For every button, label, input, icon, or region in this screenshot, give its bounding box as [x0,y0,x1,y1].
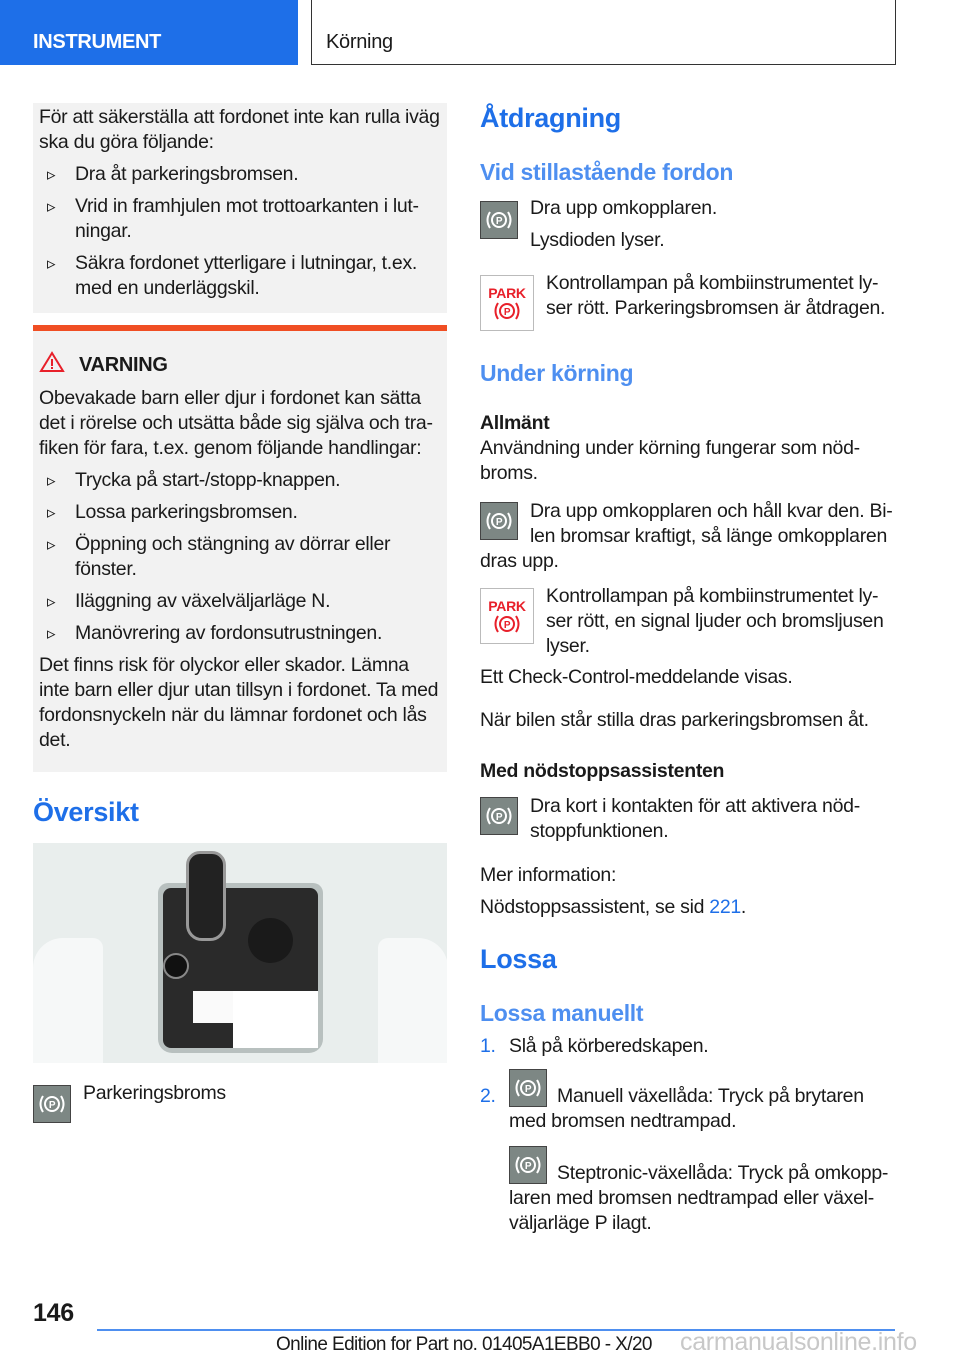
text: Kontrollampan på kombiinstrumentet lyser rött. Parkeringsbromsen är åtdragen. [546,272,886,319]
list-item: ▹ Lossa parkeringsbromsen. [33,500,435,525]
text: När bilen står stilla dras parkeringsbromsen åt. [480,709,869,731]
list-item: ▹ Öppning och stängning av dörrar eller fönster. [33,532,435,582]
parking-brake-icon [480,797,518,835]
parking-brake-icon [480,502,518,540]
parking-brake-icon [509,1069,547,1107]
heading-allmant: Allmänt [480,412,550,434]
right-column [480,103,895,1236]
heading-lossa: Lossa [480,944,557,974]
warning-text: Obevakade barn eller djur i fordonet kan sätta det i rörelse och utsätta både sig själva och trafiken för fara, t.ex. genom följande handlingar: [39,387,433,459]
warning-box [33,331,447,772]
reference: Nödstoppsassistent, se sid 221. [480,896,747,918]
text: Dra kort i kontakten för att aktivera nödstoppfunktionen. [530,795,861,842]
intro-box [33,103,447,313]
page-number: 146 [33,1299,74,1327]
park-warning-lamp-icon: PARK P [480,275,534,331]
park-warning-lamp-icon: PARK P [480,588,534,644]
text: Mer information: [480,864,617,886]
svg-text:P: P [495,216,503,227]
warning-title: VARNING [79,354,168,376]
text: Ett Check-Control-meddelande visas. [480,666,793,688]
svg-text:P: P [48,1100,56,1111]
console-illustration [33,843,447,1063]
warning-icon [39,351,65,380]
svg-text:P: P [503,306,511,318]
heading-stillastaende: Vid stillastående fordon [480,159,734,185]
text: Dra upp omkopplaren. [530,197,717,219]
step-1: 1. Slå på körberedskapen. [480,1035,709,1057]
section-tab: INSTRUMENT [0,0,298,65]
text: Kontrollampan på kombiinstrumentet lyser rött, en signal ljuder och bromsljusen lyser. [546,585,884,657]
svg-text:P: P [495,812,503,823]
list-item: ▹ Säkra fordonet ytterligare i lutningar, t.ex. med en underläggskil. [33,251,435,301]
parking-brake-icon [509,1146,547,1184]
chapter-tab: Körning [311,0,896,65]
heading-lossa-manuellt: Lossa manuellt [480,1000,644,1026]
illustration-caption: Parkeringsbroms [83,1082,226,1104]
page-link[interactable]: 221 [709,896,741,918]
warning-closing: Det finns risk för olyckor eller skador. Lämna inte barn eller djur utan tillsyn i fordonet. Ta med fordonsnyckeln när du lämnar fordonet och lås det. [39,654,439,751]
text: Dra upp omkopplaren och håll kvar den. Bilen bromsar kraftigt, så länge omkopplaren dras upp. [480,500,893,572]
heading-oversikt: Översikt [33,797,139,827]
svg-text:P: P [503,619,511,631]
parking-brake-icon [33,1085,71,1123]
heading-under-korning: Under körning [480,360,634,386]
edition-text: Online Edition for Part no. 01405A1EBB0 - X/20 [276,1334,652,1355]
text: Lysdioden lyser. [530,229,665,251]
list-item: ▹ Vrid in framhjulen mot trottoarkanten i lutningar. [33,194,435,244]
heading-nodstopp: Med nödstoppsassistenten [480,760,725,782]
svg-text:P: P [524,1161,532,1172]
intro-text: För att säkerställa att fordonet inte kan rulla iväg ska du göra följande: [39,106,440,153]
heading-atdragning: Åtdragning [480,103,621,133]
watermark: carmanualsonline.info [680,1328,917,1356]
text: Användning under körning fungerar som nödbroms. [480,437,861,484]
list-item: ▹ Trycka på start-/stopp-knappen. [33,468,435,493]
list-item: ▹ Manövrering av fordonsutrustningen. [33,621,435,646]
step-2: 2. P Manuell växellåda: Tryck på brytaren med bromsen nedtrampad. P Steptronic-växellåda: Tryck på omkopplaren med bromsen nedtrampad eller växelväljarläge P ilagt. [480,1069,895,1236]
svg-text:P: P [495,517,503,528]
svg-text:P: P [524,1084,532,1095]
text: Steptronic-växellåda: Tryck på omkopplaren med bromsen nedtrampad eller växelväljarläge P ilagt. [509,1162,889,1234]
parking-brake-icon [480,201,518,239]
list-item: ▹ Iläggning av växelväljarläge N. [33,589,435,614]
list-item: ▹ Dra åt parkeringsbromsen. [33,162,435,187]
